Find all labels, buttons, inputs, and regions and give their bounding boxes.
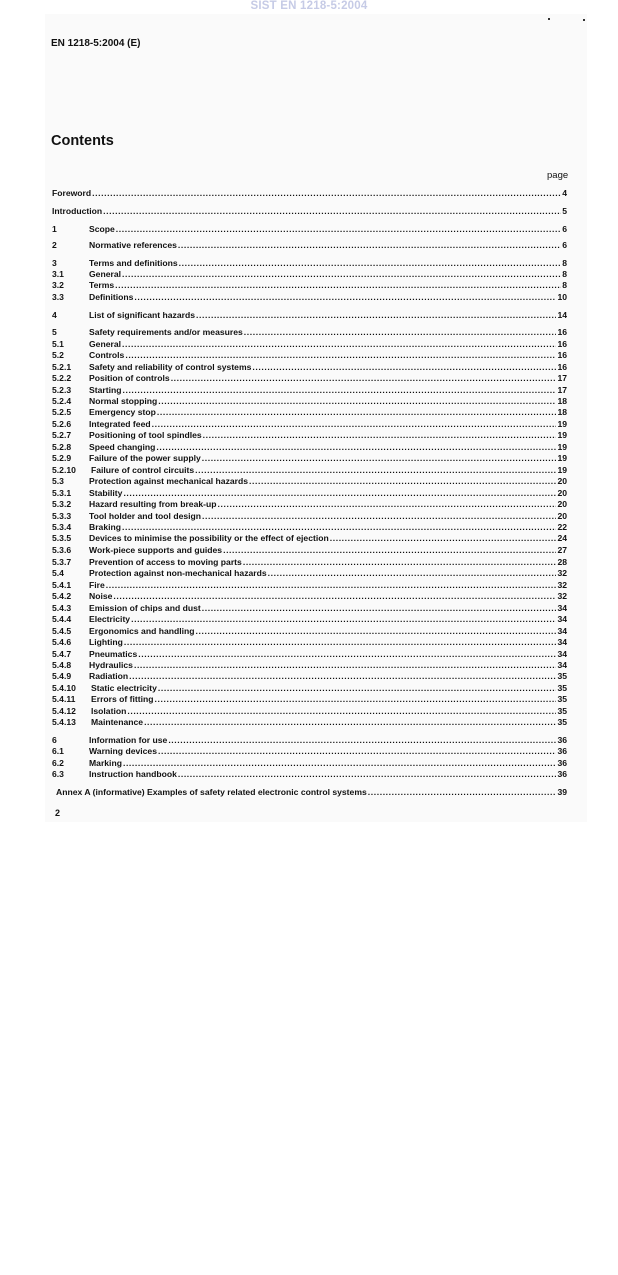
- toc-entry[interactable]: [0, 350, 618, 361]
- toc-entry[interactable]: [0, 362, 618, 373]
- toc-entry-number: 3: [52, 258, 57, 268]
- toc-entry[interactable]: [0, 442, 618, 453]
- toc-entry[interactable]: [0, 385, 618, 396]
- toc-entry-page: 32: [557, 568, 567, 578]
- toc-entry-title: Positioning of tool spindles: [89, 430, 202, 440]
- page-column-label: page: [547, 170, 569, 181]
- toc-entry-number: 5.4.2: [52, 591, 72, 601]
- toc-dot-leader: [178, 240, 561, 251]
- toc-entry-number: 5.3.3: [52, 511, 72, 521]
- toc-entry[interactable]: [0, 787, 618, 798]
- toc-entry-title: Controls: [89, 350, 125, 360]
- toc-entry-number: 5.4.7: [52, 649, 72, 659]
- toc-entry[interactable]: [0, 769, 618, 780]
- toc-entry-title: Maintenance: [91, 717, 144, 727]
- toc-dot-leader: [116, 224, 561, 235]
- toc-entry[interactable]: [0, 649, 618, 660]
- toc-entry[interactable]: [0, 511, 618, 522]
- toc-entry-number: 6.1: [52, 746, 64, 756]
- toc-dot-leader: [144, 717, 556, 728]
- toc-entry[interactable]: [0, 310, 618, 321]
- toc-entry[interactable]: [0, 339, 618, 350]
- toc-entry-title: Tool holder and tool design: [89, 511, 202, 521]
- toc-dot-leader: [123, 758, 556, 769]
- toc-entry-number: 5.2.5: [52, 407, 72, 417]
- toc-entry[interactable]: [0, 488, 618, 499]
- toc-entry[interactable]: [0, 499, 618, 510]
- toc-dot-leader: [223, 545, 556, 556]
- toc-entry-title: Terms: [89, 280, 115, 290]
- toc-entry-page: 19: [557, 465, 567, 475]
- toc-entry-number: 5.3.6: [52, 545, 72, 555]
- toc-entry[interactable]: [0, 188, 618, 199]
- toc-dot-leader: [196, 310, 556, 321]
- toc-entry-page: 16: [557, 362, 567, 372]
- watermark: SIST EN 1218-5:2004: [250, 0, 368, 12]
- toc-entry[interactable]: [0, 717, 618, 728]
- toc-dot-leader: [202, 603, 557, 614]
- toc-entry-number: 5.2.1: [52, 362, 72, 372]
- toc-dot-leader: [268, 568, 557, 579]
- toc-dot-leader: [203, 430, 557, 441]
- toc-dot-leader: [134, 660, 556, 671]
- toc-entry[interactable]: [0, 683, 618, 694]
- toc-entry-number: 2: [52, 240, 57, 250]
- toc-entry-number: 6: [52, 735, 57, 745]
- toc-entry-page: 4: [562, 188, 567, 198]
- toc-entry-number: 5.2.9: [52, 453, 72, 463]
- toc-dot-leader: [124, 637, 557, 648]
- toc-entry[interactable]: [0, 746, 618, 757]
- toc-entry-title: Ergonomics and handling: [89, 626, 195, 636]
- toc-entry[interactable]: [0, 327, 618, 338]
- toc-dot-leader: [122, 339, 556, 350]
- toc-entry[interactable]: [0, 557, 618, 568]
- toc-entry-page: 32: [557, 580, 567, 590]
- toc-entry[interactable]: [0, 240, 618, 251]
- toc-entry-title: Normal stopping: [89, 396, 158, 406]
- toc-entry-title: Static electricity: [91, 683, 157, 693]
- toc-dot-leader: [155, 694, 557, 705]
- toc-dot-leader: [123, 488, 556, 499]
- toc-entry-title: Scope: [89, 224, 115, 234]
- toc-entry-number: 5.3.7: [52, 557, 72, 567]
- toc-entry-title: Prevention of access to moving parts: [89, 557, 242, 567]
- toc-entry-page: 16: [557, 339, 567, 349]
- toc-entry[interactable]: [0, 614, 618, 625]
- toc-entry-number: 5.2.7: [52, 430, 72, 440]
- toc-entry[interactable]: [0, 476, 618, 487]
- toc-entry[interactable]: [0, 706, 618, 717]
- toc-entry-number: 6.2: [52, 758, 64, 768]
- toc-dot-leader: [122, 385, 556, 396]
- toc-entry-title: Integrated feed: [89, 419, 151, 429]
- toc-entry-title: Definitions: [89, 292, 134, 302]
- toc-dot-leader: [158, 746, 556, 757]
- toc-entry-title: Failure of the power supply: [89, 453, 201, 463]
- toc-entry-page: 5: [562, 206, 567, 216]
- toc-dot-leader: [152, 419, 557, 430]
- toc-dot-leader: [115, 280, 561, 291]
- toc-entry-page: 6: [562, 240, 567, 250]
- toc-entry-page: 36: [557, 735, 567, 745]
- toc-entry-title: Stability: [89, 488, 123, 498]
- toc-entry-title: Lighting: [89, 637, 123, 647]
- toc-entry-page: 35: [557, 671, 567, 681]
- toc-entry-page: 34: [557, 626, 567, 636]
- toc-dot-leader: [138, 649, 556, 660]
- toc-entry-page: 27: [557, 545, 567, 555]
- toc-entry[interactable]: [0, 694, 618, 705]
- toc-entry-page: 22: [557, 522, 567, 532]
- toc-entry-page: 10: [557, 292, 567, 302]
- toc-dot-leader: [218, 499, 557, 510]
- toc-entry-page: 20: [557, 476, 567, 486]
- toc-entry-page: 17: [557, 373, 567, 383]
- toc-entry-number: 5.4.6: [52, 637, 72, 647]
- toc-entry-number: 5.3.2: [52, 499, 72, 509]
- toc-entry-number: 5.4.1: [52, 580, 72, 590]
- toc-entry[interactable]: [0, 545, 618, 556]
- toc-entry-page: 34: [557, 603, 567, 613]
- toc-entry-page: 16: [557, 350, 567, 360]
- toc-entry-title: List of significant hazards: [89, 310, 196, 320]
- toc-entry-page: 24: [557, 533, 567, 543]
- toc-entry-number: 5.2.4: [52, 396, 72, 406]
- toc-dot-leader: [249, 476, 556, 487]
- toc-entry-number: 5.2.6: [52, 419, 72, 429]
- toc-entry[interactable]: [0, 453, 618, 464]
- toc-entry-title: Devices to minimise the possibility or the effect of ejection: [89, 533, 329, 543]
- toc-entry-number: 5.4.10: [52, 683, 76, 693]
- toc-dot-leader: [158, 396, 556, 407]
- toc-entry[interactable]: [0, 580, 618, 591]
- toc-entry[interactable]: [0, 568, 618, 579]
- toc-entry-number: 5.4.13: [52, 717, 76, 727]
- toc-entry[interactable]: [0, 373, 618, 384]
- scan-speck: [583, 19, 585, 21]
- toc-entry-number: 5.3.1: [52, 488, 72, 498]
- toc-entry[interactable]: [0, 292, 618, 303]
- toc-entry[interactable]: [0, 419, 618, 430]
- toc-entry-title: Foreword: [52, 188, 92, 198]
- standard-header: EN 1218-5:2004 (E): [51, 38, 141, 49]
- page-title: Contents: [51, 133, 114, 149]
- toc-entry-number: 5.3: [52, 476, 64, 486]
- toc-entry-page: 34: [557, 614, 567, 624]
- toc-entry-page: 36: [557, 758, 567, 768]
- toc-entry[interactable]: [0, 603, 618, 614]
- toc-entry[interactable]: [0, 269, 618, 280]
- toc-entry-page: 19: [557, 453, 567, 463]
- toc-dot-leader: [113, 591, 556, 602]
- toc-entry-title: Introduction: [52, 206, 103, 216]
- toc-entry-number: 4: [52, 310, 57, 320]
- toc-entry-number: 5.4.3: [52, 603, 72, 613]
- toc-entry-number: 5.2.2: [52, 373, 72, 383]
- toc-entry-page: 19: [557, 442, 567, 452]
- toc-entry-page: 8: [562, 258, 567, 268]
- toc-entry-number: 5.2.10: [52, 465, 76, 475]
- toc-dot-leader: [157, 407, 557, 418]
- toc-entry-page: 20: [557, 511, 567, 521]
- toc-entry[interactable]: [0, 258, 618, 269]
- toc-entry-page: 36: [557, 746, 567, 756]
- scan-speck: [548, 18, 550, 20]
- toc-dot-leader: [125, 350, 556, 361]
- toc-dot-leader: [156, 442, 556, 453]
- toc-entry-title: Work-piece supports and guides: [89, 545, 223, 555]
- toc-entry-title: Hazard resulting from break-up: [89, 499, 217, 509]
- toc-dot-leader: [368, 787, 557, 798]
- toc-entry-title: Emergency stop: [89, 407, 156, 417]
- toc-entry[interactable]: [0, 522, 618, 533]
- toc-dot-leader: [330, 533, 557, 544]
- toc-entry-page: 16: [557, 327, 567, 337]
- toc-entry-page: 18: [557, 407, 567, 417]
- toc-entry-title: Terms and definitions: [89, 258, 178, 268]
- toc-entry-number: 3.3: [52, 292, 64, 302]
- toc-entry-page: 19: [557, 419, 567, 429]
- toc-entry-page: 32: [557, 591, 567, 601]
- toc-dot-leader: [252, 362, 556, 373]
- toc-entry-number: 1: [52, 224, 57, 234]
- toc-entry[interactable]: [0, 465, 618, 476]
- toc-dot-leader: [243, 557, 557, 568]
- toc-entry-title: Safety and reliability of control systems: [89, 362, 252, 372]
- toc-dot-leader: [202, 453, 557, 464]
- toc-dot-leader: [122, 522, 556, 533]
- toc-entry-page: 35: [557, 694, 567, 704]
- toc-entry-title: Warning devices: [89, 746, 157, 756]
- toc-entry-number: 5.4.5: [52, 626, 72, 636]
- toc-entry-number: 3.1: [52, 269, 64, 279]
- toc-dot-leader: [127, 706, 556, 717]
- toc-entry[interactable]: [0, 430, 618, 441]
- toc-entry[interactable]: [0, 626, 618, 637]
- toc-entry-title: Information for use: [89, 735, 168, 745]
- toc-entry-page: 6: [562, 224, 567, 234]
- toc-entry[interactable]: [0, 671, 618, 682]
- toc-entry-title: Position of controls: [89, 373, 170, 383]
- toc-entry-page: 39: [557, 787, 567, 797]
- toc-dot-leader: [92, 188, 561, 199]
- toc-entry-page: 34: [557, 637, 567, 647]
- toc-entry-page: 17: [557, 385, 567, 395]
- toc-entry-title: Instruction handbook: [89, 769, 177, 779]
- toc-entry[interactable]: [0, 407, 618, 418]
- toc-entry-title: Errors of fitting: [91, 694, 154, 704]
- toc-entry[interactable]: [0, 758, 618, 769]
- toc-entry-title: Pneumatics: [89, 649, 138, 659]
- toc-entry[interactable]: [0, 533, 618, 544]
- toc-entry-number: 5.3.4: [52, 522, 72, 532]
- toc-entry-number: 5.4.11: [52, 694, 76, 704]
- toc-dot-leader: [122, 269, 561, 280]
- toc-entry[interactable]: [0, 591, 618, 602]
- toc-entry-title: Failure of control circuits: [91, 465, 195, 475]
- toc-dot-leader: [106, 580, 557, 591]
- toc-entry-title: Normative references: [89, 240, 177, 250]
- toc-entry-number: 5.4.4: [52, 614, 72, 624]
- toc-entry-number: 5.2.3: [52, 385, 72, 395]
- toc-entry-title: Starting: [89, 385, 122, 395]
- toc-entry[interactable]: [0, 735, 618, 746]
- toc-entry[interactable]: [0, 396, 618, 407]
- toc-dot-leader: [168, 735, 556, 746]
- toc-entry-number: 5.4.8: [52, 660, 72, 670]
- toc-entry-page: 36: [557, 769, 567, 779]
- toc-entry-page: 35: [557, 683, 567, 693]
- toc-entry-number: 3.2: [52, 280, 64, 290]
- toc-entry-title: Safety requirements and/or measures: [89, 327, 243, 337]
- toc-dot-leader: [158, 683, 557, 694]
- toc-entry-title: Speed changing: [89, 442, 156, 452]
- toc-entry-number: 5.1: [52, 339, 64, 349]
- toc-entry-title: Emission of chips and dust: [89, 603, 201, 613]
- toc-dot-leader: [103, 206, 561, 217]
- toc-dot-leader: [178, 769, 557, 780]
- toc-dot-leader: [171, 373, 557, 384]
- toc-dot-leader: [202, 511, 556, 522]
- toc-entry-title: Radiation: [89, 671, 129, 681]
- toc-dot-leader: [179, 258, 562, 269]
- toc-entry[interactable]: [0, 637, 618, 648]
- toc-entry-number: 5.4.9: [52, 671, 72, 681]
- toc-entry-title: Noise: [89, 591, 113, 601]
- toc-dot-leader: [196, 626, 557, 637]
- toc-entry-title: General: [89, 269, 122, 279]
- toc-entry-page: 20: [557, 488, 567, 498]
- toc-entry-page: 18: [557, 396, 567, 406]
- toc-entry-number: 5.4.12: [52, 706, 76, 716]
- toc-entry[interactable]: [0, 206, 618, 217]
- toc-entry-number: 5: [52, 327, 57, 337]
- toc-entry-page: 34: [557, 660, 567, 670]
- toc-entry-title: Marking: [89, 758, 122, 768]
- toc-dot-leader: [129, 671, 556, 682]
- toc-entry-number: 5.4: [52, 568, 64, 578]
- page-number: 2: [55, 808, 61, 818]
- toc-entry[interactable]: [0, 660, 618, 671]
- toc-entry-page: 28: [557, 557, 567, 567]
- toc-entry[interactable]: [0, 224, 618, 235]
- toc-entry-page: 19: [557, 430, 567, 440]
- toc-entry-page: 35: [557, 717, 567, 727]
- toc-entry-page: 35: [557, 706, 567, 716]
- toc-entry[interactable]: [0, 280, 618, 291]
- toc-dot-leader: [134, 292, 556, 303]
- toc-entry-page: 8: [562, 269, 567, 279]
- toc-entry-title: Protection against non-mechanical hazards: [89, 568, 267, 578]
- toc-entry-page: 20: [557, 499, 567, 509]
- toc-entry-number: 5.3.5: [52, 533, 72, 543]
- toc-dot-leader: [131, 614, 556, 625]
- toc-entry-page: 34: [557, 649, 567, 659]
- toc-dot-leader: [195, 465, 556, 476]
- toc-entry-title: Fire: [89, 580, 105, 590]
- toc-entry-title: Isolation: [91, 706, 127, 716]
- toc-entry-page: 14: [557, 310, 567, 320]
- toc-entry-page: 8: [562, 280, 567, 290]
- toc-entry-title: Protection against mechanical hazards: [89, 476, 249, 486]
- toc-entry-number: 5.2: [52, 350, 64, 360]
- toc-entry-title: Braking: [89, 522, 121, 532]
- toc-entry-number: 6.3: [52, 769, 64, 779]
- toc-dot-leader: [244, 327, 557, 338]
- toc-entry-title: Annex A (informative) Examples of safety related electronic control systems: [56, 787, 367, 797]
- toc-entry-title: Hydraulics: [89, 660, 133, 670]
- toc-entry-title: General: [89, 339, 122, 349]
- toc-entry-number: 5.2.8: [52, 442, 72, 452]
- toc-entry-title: Electricity: [89, 614, 131, 624]
